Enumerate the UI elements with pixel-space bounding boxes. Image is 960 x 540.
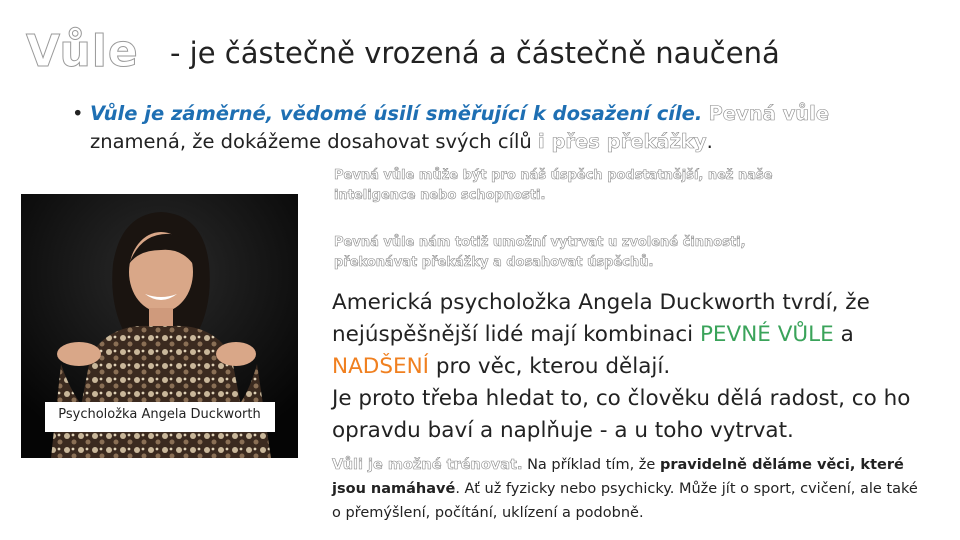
note-vytrvat: Pevná vůle nám totiž umožní vytrvat u zvolené činnosti, překonávat překážky a dosahovat úspěchů.: [334, 235, 746, 270]
slide-title-subtitle: - je částečně vrozená a částečně naučená: [170, 36, 780, 70]
para-nadseni: NADŠENÍ: [332, 354, 430, 379]
para-part3: Je proto třeba hledat to, co člověku dělá radost, co ho opravdu baví a naplňuje - a u toho vytrvat.: [332, 386, 911, 443]
bullet-end: .: [706, 130, 713, 153]
duckworth-paragraph: [332, 287, 922, 447]
bullet-dot-icon: •: [72, 102, 84, 125]
bullet-highlight-prekazky: i přes překážky: [537, 130, 707, 153]
bullet-text: [90, 100, 920, 156]
photo-caption: Psycholožka Angela Duckworth: [58, 407, 261, 422]
note-podstatnejsi: Pevná vůle může být pro náš úspěch podstatnější, než naše inteligence nebo schopnosti.: [334, 168, 773, 203]
bullet-middle: znamená, že dokážeme dosahovat svých cílů: [90, 130, 532, 153]
para-part1: Americká psycholožka Angela Duckworth tvrdí, že nejúspěšnější lidé mají kombinaci: [332, 290, 870, 347]
training-lead: Vůli je možné trénovat.: [332, 457, 523, 473]
bullet-highlight-pevna-vule: Pevná vůle: [708, 102, 830, 125]
training-paragraph: [332, 453, 922, 525]
training-bold: pravidelně děláme věci, které jsou namáhavé: [332, 457, 904, 497]
slide-title-word: Vůle: [26, 26, 139, 77]
para-a: a: [840, 322, 854, 347]
training-text2: . Ať už fyzicky nebo psychicky. Může jít o sport, cvičení, ale také o přemýšlení, počítání, uklízení a podobně.: [332, 481, 918, 521]
photo-angela-duckworth: [21, 194, 298, 458]
para-part2: pro věc, kterou dělají.: [435, 354, 671, 379]
bullet-lead: Vůle je záměrné, vědomé úsilí směřující k dosažení cíle.: [90, 102, 703, 125]
training-text1: Na příklad tím, že: [527, 457, 656, 473]
para-pevne-vule: PEVNÉ VŮLE: [699, 322, 834, 347]
